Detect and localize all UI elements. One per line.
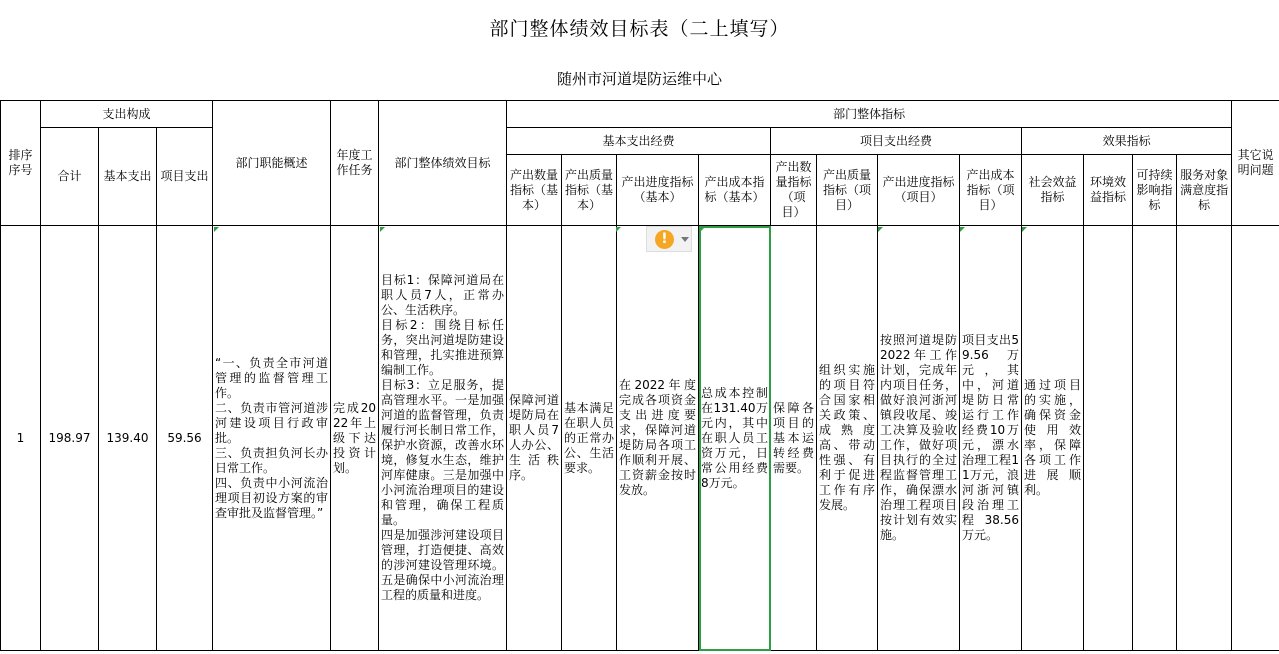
- header-annual-tasks[interactable]: 年度工作任务: [331, 101, 379, 226]
- cell-seq[interactable]: 1: [1, 226, 41, 651]
- cell-project[interactable]: 59.56: [157, 226, 213, 651]
- header-effect[interactable]: 效果指标: [1022, 128, 1232, 155]
- cell-b-progress[interactable]: 在2022年度完成各项资金支出进度要求，保障河道堤防局各项工作顺利开展、工资薪金按时发放。: [617, 226, 699, 651]
- error-indicator-icon: [960, 227, 965, 232]
- cell-social[interactable]: 通过项目的实施，确保资金使用效率，保障各项工作进展顺利。: [1022, 226, 1084, 651]
- cell-basic[interactable]: 139.40: [99, 226, 157, 651]
- cell-p-qty[interactable]: 保障各项目的基本运转经费需要。: [771, 226, 817, 651]
- error-indicator-icon: [878, 227, 883, 232]
- header-basic-funds[interactable]: 基本支出经费: [507, 128, 771, 155]
- cell-b-qty[interactable]: 保障河道堤防局在职人员7人办公、生活秩序。: [507, 226, 562, 651]
- cell-b-cost-selected[interactable]: 总成本控制在131.40万元内，其中在职人员工资万元，日常公用经费8万元。: [699, 226, 771, 651]
- cell-other[interactable]: [1232, 226, 1279, 651]
- header-spending[interactable]: 支出构成: [41, 101, 213, 128]
- header-b-cost[interactable]: 产出成本指标（基本）: [699, 155, 771, 226]
- header-p-qty[interactable]: 产出数量指标（项目）: [771, 155, 817, 226]
- error-indicator-icon: [1022, 227, 1027, 232]
- cell-satisfaction[interactable]: [1177, 226, 1232, 651]
- error-indicator-icon: [214, 227, 219, 232]
- error-indicator-icon: [380, 227, 385, 232]
- cell-b-quality[interactable]: 基本满足在职人员的正常办公、生活要求。: [562, 226, 617, 651]
- header-project[interactable]: 项目支出: [157, 128, 213, 226]
- cell-duties-text: “一、负责全市河道管理的监督管理工作。 二、负责市管河道涉河建设项目行政审批。 三、负责担负河长办日常工作。 四、负责中小河流治理项目初设方案的审查审批及监督管理。”: [215, 355, 328, 520]
- cell-annual-tasks[interactable]: 完成2022年上级下达投资计划。: [331, 226, 379, 651]
- header-project-funds[interactable]: 项目支出经费: [771, 128, 1022, 155]
- header-other[interactable]: 其它说明问题: [1232, 101, 1279, 226]
- header-p-progress[interactable]: 产出进度指标（项目）: [878, 155, 960, 226]
- cell-sustain[interactable]: [1133, 226, 1177, 651]
- header-satisfaction[interactable]: 服务对象满意度指标: [1177, 155, 1232, 226]
- cell-perf-goal[interactable]: [379, 226, 507, 651]
- chevron-down-icon: [681, 237, 689, 242]
- cell-p-quality[interactable]: 组织实施的项目符合国家相关政策、成熟度高、带动性强、有利于促进工作有序发展。: [817, 226, 878, 651]
- cell-env[interactable]: [1084, 226, 1133, 651]
- header-social[interactable]: 社会效益指标: [1022, 155, 1084, 226]
- cell-perf-goal-text: 目标1：保障河道局在职人员7人，正常办公、生活秩序。 目标2：围绕目标任务，突出河道堤防建设和管理，扎实推进预算编制工作。 目标3：立足服务，提高管理水平。一是加强河道的监督管理，负责履行河长制日常工作，保护水资源，改善水环境，修复水生态，维护河库健康。三是加强中小河流治理项目的建设和管理，确保工程质量。 四是加强涉河建设项目管理，打造便捷、高效的涉河建设管理环境。五是确保中小河流治理工程的质量和进度。: [381, 273, 504, 602]
- header-b-qty[interactable]: 产出数量指标（基本）: [507, 155, 562, 226]
- cell-p-cost[interactable]: 项目支出59.56万元，其中，河道堤防日常运行工作经费10万元，漂水治理工程11万元，浪河浙河镇段治理工程38.56万元。: [960, 226, 1022, 651]
- header-p-quality[interactable]: 产出质量指标（项目）: [817, 155, 878, 226]
- header-perf-goal[interactable]: 部门整体绩效目标: [379, 101, 507, 226]
- sheet-title: 部门整体绩效目标表（二上填写）: [489, 18, 790, 40]
- cell-duties[interactable]: [213, 226, 331, 651]
- header-seq[interactable]: 排序序号: [1, 101, 41, 226]
- header-indicators[interactable]: 部门整体指标: [507, 101, 1232, 128]
- exclamation-warning-icon: !: [655, 230, 674, 249]
- header-duties[interactable]: 部门职能概述: [213, 101, 331, 226]
- header-total[interactable]: 合计: [41, 128, 99, 226]
- header-b-progress[interactable]: 产出进度指标（基本）: [617, 155, 699, 226]
- header-p-cost[interactable]: 产出成本指标（项目）: [960, 155, 1022, 226]
- error-indicator-icon: [700, 227, 705, 232]
- header-basic[interactable]: 基本支出: [99, 128, 157, 226]
- header-env[interactable]: 环境效益指标: [1084, 155, 1133, 226]
- error-indicator-icon: [616, 227, 621, 232]
- error-check-button[interactable]: [646, 226, 692, 252]
- performance-table: [0, 100, 1279, 651]
- header-sustain[interactable]: 可持续影响指标: [1133, 155, 1177, 226]
- header-b-quality[interactable]: 产出质量指标（基本）: [562, 155, 617, 226]
- cell-total[interactable]: 198.97: [41, 226, 99, 651]
- cell-p-progress[interactable]: 按照河道堤防2022年工作计划，完成年内项目任务，做好浪河浙河镇段收尾、竣工决算及验收工作，做好项目执行的全过程监督管理工作，确保漂水治理工程项目按计划有效实施。: [878, 226, 960, 651]
- sheet-subtitle: 随州市河道堤防运维中心: [556, 70, 722, 88]
